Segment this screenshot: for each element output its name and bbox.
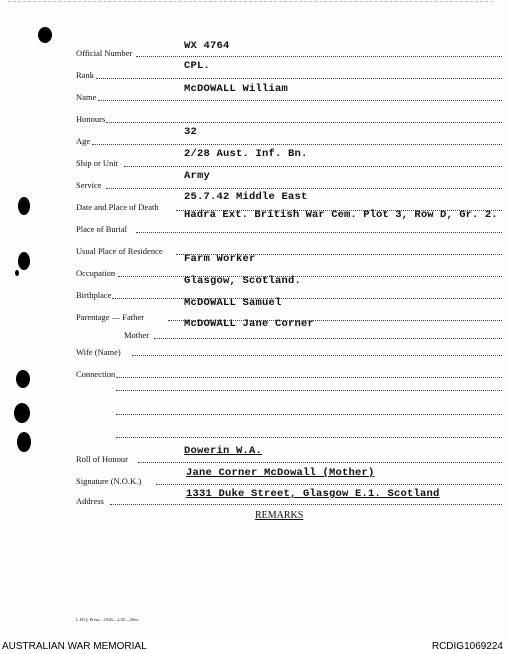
name-value: McDOWALL William xyxy=(184,83,289,95)
connection-label: Connection xyxy=(76,369,116,379)
name-line xyxy=(98,100,502,101)
ship-or-unit-value: 2/28 Aust. Inf. Bn. xyxy=(184,148,308,160)
connection-line-2 xyxy=(116,390,502,391)
service-value: Army xyxy=(184,170,211,182)
service-line xyxy=(106,188,502,189)
archive-footer xyxy=(0,640,507,654)
age-line xyxy=(92,144,502,145)
signature-line xyxy=(156,484,502,485)
age-label: Age xyxy=(76,136,91,146)
archive-name: AUSTRALIAN WAR MEMORIAL xyxy=(2,641,147,652)
birthplace-label: Birthplace xyxy=(76,290,112,300)
connection-row xyxy=(0,366,507,386)
roll-of-honour-line xyxy=(138,462,502,463)
date-place-death-label: Date and Place of Death xyxy=(76,202,159,212)
address-value: 1331 Duke Street, Glasgow E.1. Scotland xyxy=(186,488,440,500)
wife-row xyxy=(0,344,507,364)
father-label: Parentage — Father xyxy=(76,312,144,322)
rank-value: CPL. xyxy=(184,60,211,72)
ship-or-unit-line xyxy=(124,166,502,167)
age-value: 32 xyxy=(184,126,198,138)
rank-line xyxy=(96,78,502,79)
archive-id: RCDIG1069224 xyxy=(431,641,503,652)
place-of-burial-value: Hadra Ext. British War Cem. Plot 3, Row D, Gr. 2. xyxy=(184,209,498,221)
address-label: Address xyxy=(76,496,104,506)
mother-row xyxy=(0,318,507,346)
name-label: Name xyxy=(76,92,97,102)
place-of-burial-label: Place of Burial xyxy=(76,224,127,234)
address-line xyxy=(110,504,502,505)
connection-line-3 xyxy=(116,414,502,415)
remarks-heading: REMARKS xyxy=(255,510,304,521)
roll-of-honour-value: Dowerin W.A. xyxy=(184,445,263,457)
signature-value: Jane Corner McDowall (Mother) xyxy=(186,467,375,479)
official-number-value: WX 4764 xyxy=(184,40,230,52)
wife-line xyxy=(132,355,502,356)
service-row xyxy=(0,172,507,192)
service-label: Service xyxy=(76,180,102,190)
place-of-burial-line xyxy=(136,232,502,233)
roll-of-honour-label: Roll of Honour xyxy=(76,454,128,464)
honours-label: Honours xyxy=(76,114,106,124)
mother-line xyxy=(154,338,502,339)
usual-residence-label: Usual Place of Residence xyxy=(76,246,163,256)
age-row xyxy=(0,128,507,148)
wife-label: Wife (Name) xyxy=(76,347,121,357)
rank-label: Rank xyxy=(76,70,94,80)
occupation-label: Occupation xyxy=(76,268,116,278)
father-value: McDOWALL Samuel xyxy=(184,297,282,309)
birthplace-value: Glasgow, Scotland. xyxy=(184,275,302,287)
honours-row xyxy=(0,106,507,126)
official-number-row xyxy=(0,40,507,60)
top-perforation xyxy=(8,1,493,4)
signature-label: Signature (N.O.K.) xyxy=(76,476,142,486)
birthplace-line xyxy=(112,298,502,299)
print-note: L.H.Q. Press—1926—1/45—20m. xyxy=(76,617,139,622)
date-place-death-value: 25.7.42 Middle East xyxy=(184,191,308,203)
honours-line xyxy=(106,122,502,123)
place-of-burial-row xyxy=(0,209,507,236)
punch-hole xyxy=(14,403,30,423)
official-number-line xyxy=(136,56,502,57)
occupation-value: Farm Worker xyxy=(184,253,256,265)
ship-or-unit-label: Ship or Unit xyxy=(76,158,119,168)
mother-value: McDOWALL Jane Corner xyxy=(184,318,315,330)
occupation-line xyxy=(118,276,502,277)
connection-line-4 xyxy=(116,437,502,438)
mother-label: Mother xyxy=(124,330,150,340)
name-row xyxy=(0,84,507,104)
connection-line xyxy=(116,377,502,378)
ship-or-unit-row xyxy=(0,150,507,170)
address-row xyxy=(0,488,507,514)
punch-hole xyxy=(17,432,31,452)
rank-row xyxy=(0,62,507,82)
official-number-label: Official Number xyxy=(76,48,133,58)
